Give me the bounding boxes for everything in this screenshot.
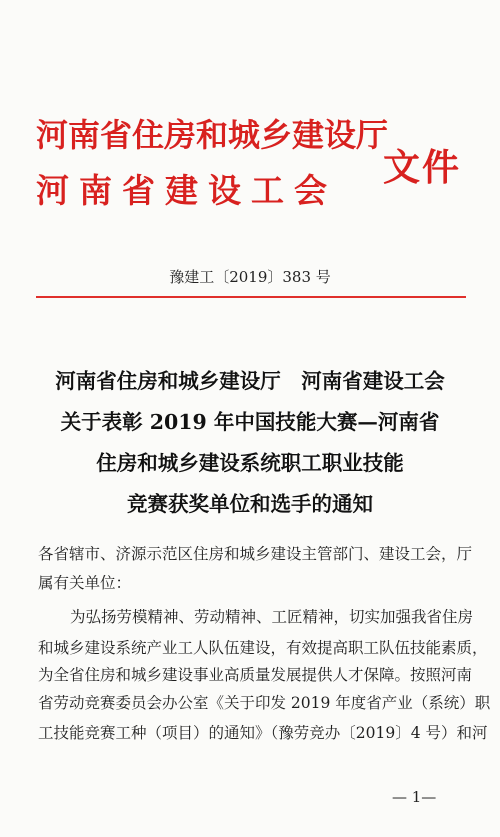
- page-number: — 1—: [392, 788, 437, 806]
- body-line: 属有关单位：: [38, 574, 132, 592]
- title-line-1: 河南省住房和城乡建设厅 河南省建设工会: [55, 369, 445, 393]
- title-line-4: 竞赛获奖单位和选手的通知: [127, 492, 373, 516]
- document-label: 文件: [383, 145, 461, 189]
- title-line-3: 住房和城乡建设系统职工职业技能: [96, 451, 404, 475]
- issuer-name-1: 河南省住房和城乡建设厅: [36, 116, 389, 154]
- document-number: 豫建工〔2019〕383 号: [169, 268, 331, 286]
- body-line: 各省辖市、济源示范区住房和城乡建设主管部门、建设工会，厅: [38, 545, 473, 563]
- body-line: 为弘扬劳模精神、劳动精神、工匠精神，切实加强我省住房: [70, 608, 474, 626]
- header-red-rule: [36, 296, 466, 298]
- body-line: 和城乡建设系统产业工人队伍建设，有效提高职工队伍技能素质，: [38, 639, 488, 657]
- body-line: 为全省住房和城乡建设事业高质量发展提供人才保障。按照河南: [38, 666, 473, 684]
- body-line: 工技能竞赛工种（项目）的通知》（豫劳竞办〔2019〕4 号）和河: [38, 724, 488, 742]
- title-line-2: 关于表彰 2019 年中国技能大赛—河南省: [60, 410, 440, 434]
- body-line: 省劳动竞赛委员会办公室《关于印发 2019 年度省产业（系统）职: [38, 694, 491, 712]
- issuer-name-2: 河南省建设工会: [36, 171, 337, 210]
